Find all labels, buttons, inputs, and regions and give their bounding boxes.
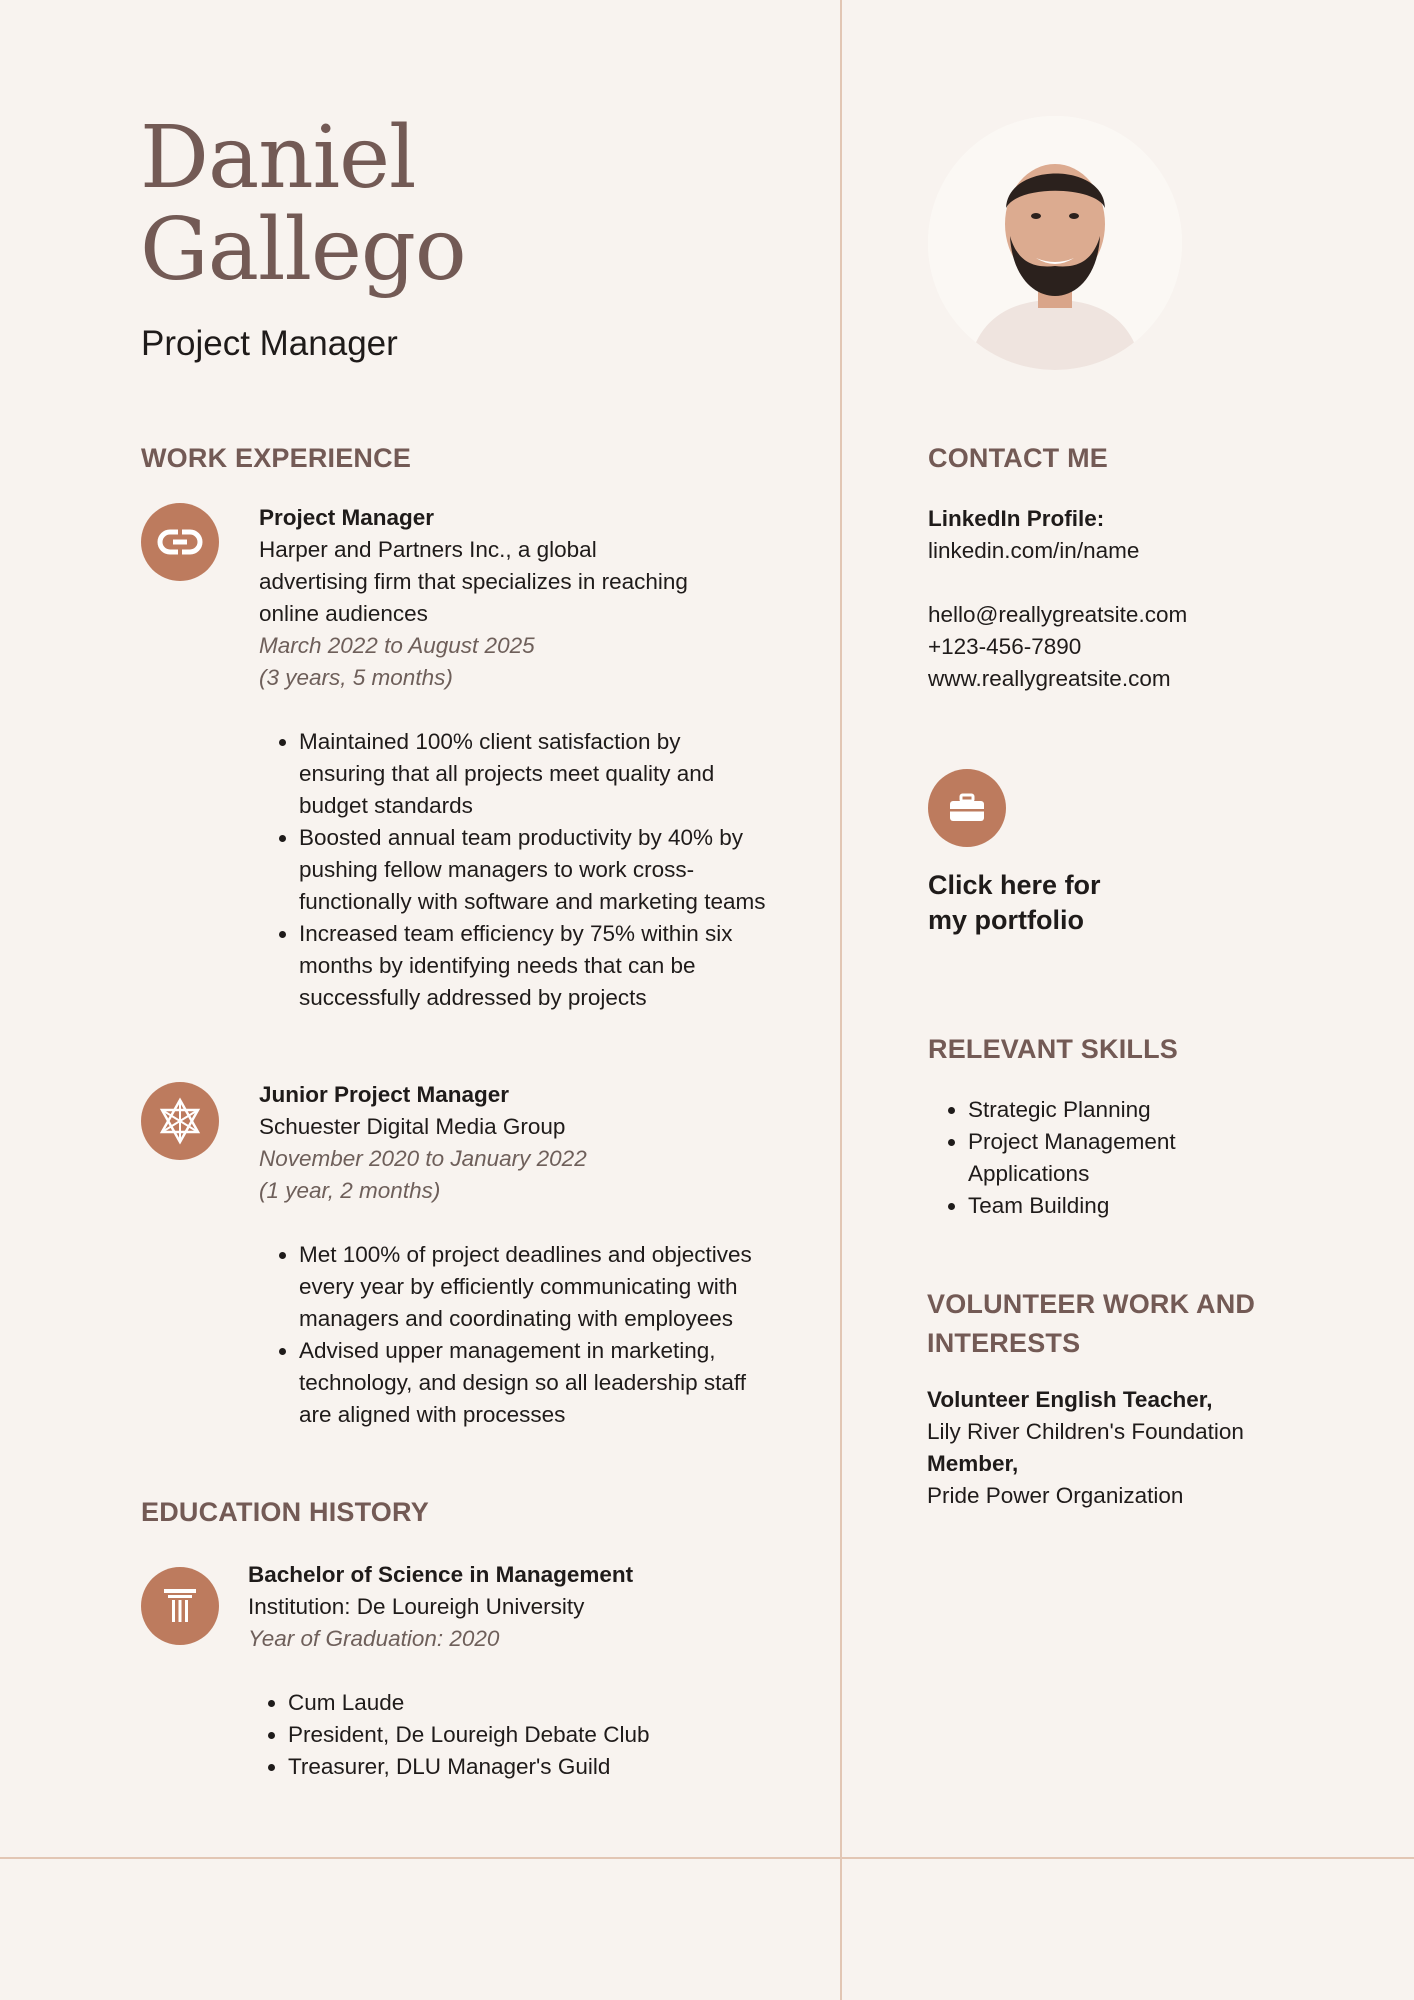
- job-org-line: Schuester Digital Media Group: [259, 1114, 566, 1139]
- skill-item: • Project Management Applications: [968, 1126, 1218, 1190]
- institution: Institution: De Loureigh University: [248, 1594, 585, 1619]
- link-icon: [156, 518, 204, 566]
- volunteer-role: Member,: [927, 1451, 1019, 1476]
- achievement-item: • Boosted annual team productivity by 40% by pushing fellow managers to work cross-functionally with software and marketing teams: [299, 822, 779, 918]
- skills-list-wrap: [928, 1094, 1218, 1222]
- honor-item: • President, De Loureigh Debate Club: [288, 1719, 788, 1751]
- achievement-item: • Met 100% of project deadlines and objectives every year by efficiently communicating with managers and coordinating with employees: [299, 1239, 779, 1335]
- job-title: Project Manager: [259, 505, 435, 530]
- education-honors: [248, 1687, 788, 1783]
- linkedin-link[interactable]: linkedin.com/in/name: [928, 538, 1140, 563]
- volunteer-heading-line: VOLUNTEER WORK AND: [927, 1289, 1256, 1319]
- job-dates: November 2020 to January 2022: [259, 1146, 587, 1171]
- work-experience-heading: WORK EXPERIENCE: [141, 443, 412, 473]
- contact-details: [928, 503, 1348, 695]
- candidate-role: Project Manager: [141, 324, 398, 363]
- honor-item: • Treasurer, DLU Manager's Guild: [288, 1751, 788, 1783]
- portfolio-link[interactable]: [928, 868, 1101, 938]
- volunteer-heading: [927, 1285, 1255, 1363]
- skills-heading: RELEVANT SKILLS: [928, 1034, 1179, 1064]
- honor-item: • Cum Laude: [288, 1687, 788, 1719]
- phone-number[interactable]: +123-456-7890: [928, 634, 1082, 659]
- candidate-name: [140, 108, 700, 300]
- job-achievements: [259, 1239, 779, 1431]
- portfolio-line: Click here for: [928, 870, 1101, 900]
- volunteer-list: [927, 1384, 1367, 1512]
- skill-item: • Strategic Planning: [968, 1094, 1218, 1126]
- job-org-line: online audiences: [259, 601, 428, 626]
- email-link[interactable]: hello@reallygreatsite.com: [928, 602, 1188, 627]
- job-2: [259, 1079, 779, 1431]
- degree: Bachelor of Science in Management: [248, 1562, 634, 1587]
- graduation-year: Year of Graduation: 2020: [248, 1626, 500, 1651]
- link-icon-badge: [141, 503, 219, 581]
- profile-portrait: [928, 116, 1182, 370]
- job-duration: (1 year, 2 months): [259, 1178, 441, 1203]
- footer-divider: [0, 1857, 1414, 1859]
- volunteer-org: Pride Power Organization: [927, 1483, 1184, 1508]
- volunteer-heading-line: INTERESTS: [927, 1328, 1081, 1358]
- website-link[interactable]: www.reallygreatsite.com: [928, 666, 1171, 691]
- job-achievements: [259, 726, 779, 1014]
- skill-item: • Team Building: [968, 1190, 1218, 1222]
- volunteer-org: Lily River Children's Foundation: [927, 1419, 1244, 1444]
- achievement-item: • Maintained 100% client satisfaction by ensuring that all projects meet quality and budget standards: [299, 726, 759, 822]
- education-heading: EDUCATION HISTORY: [141, 1497, 429, 1527]
- profile-photo: [928, 116, 1182, 370]
- pillar-icon: [158, 1584, 202, 1628]
- first-name: Daniel: [140, 108, 416, 208]
- column-divider: [840, 0, 842, 2000]
- job-dates: March 2022 to August 2025: [259, 633, 535, 658]
- achievement-item: • Increased team efficiency by 75% within six months by identifying needs that can be successfully addressed by projects: [299, 918, 769, 1014]
- contact-heading: CONTACT ME: [928, 443, 1108, 473]
- star-icon: [155, 1096, 205, 1146]
- job-title: Junior Project Manager: [259, 1082, 510, 1107]
- last-name: Gallego: [140, 200, 466, 300]
- portfolio-line: my portfolio: [928, 905, 1084, 935]
- job-duration: (3 years, 5 months): [259, 665, 453, 690]
- achievement-item: • Advised upper management in marketing, technology, and design so all leadership staff are aligned with processes: [299, 1335, 779, 1431]
- linkedin-label: LinkedIn Profile:: [928, 506, 1105, 531]
- pillar-icon-badge: [141, 1567, 219, 1645]
- briefcase-icon: [945, 786, 989, 830]
- volunteer-role: Volunteer English Teacher,: [927, 1387, 1213, 1412]
- job-org-line: Harper and Partners Inc., a global: [259, 537, 597, 562]
- education-entry: [248, 1559, 788, 1783]
- job-1: [259, 502, 779, 1014]
- job-org-line: advertising firm that specializes in reaching: [259, 569, 688, 594]
- briefcase-icon-badge[interactable]: [928, 769, 1006, 847]
- skills-list: [928, 1094, 1218, 1222]
- star-icon-badge: [141, 1082, 219, 1160]
